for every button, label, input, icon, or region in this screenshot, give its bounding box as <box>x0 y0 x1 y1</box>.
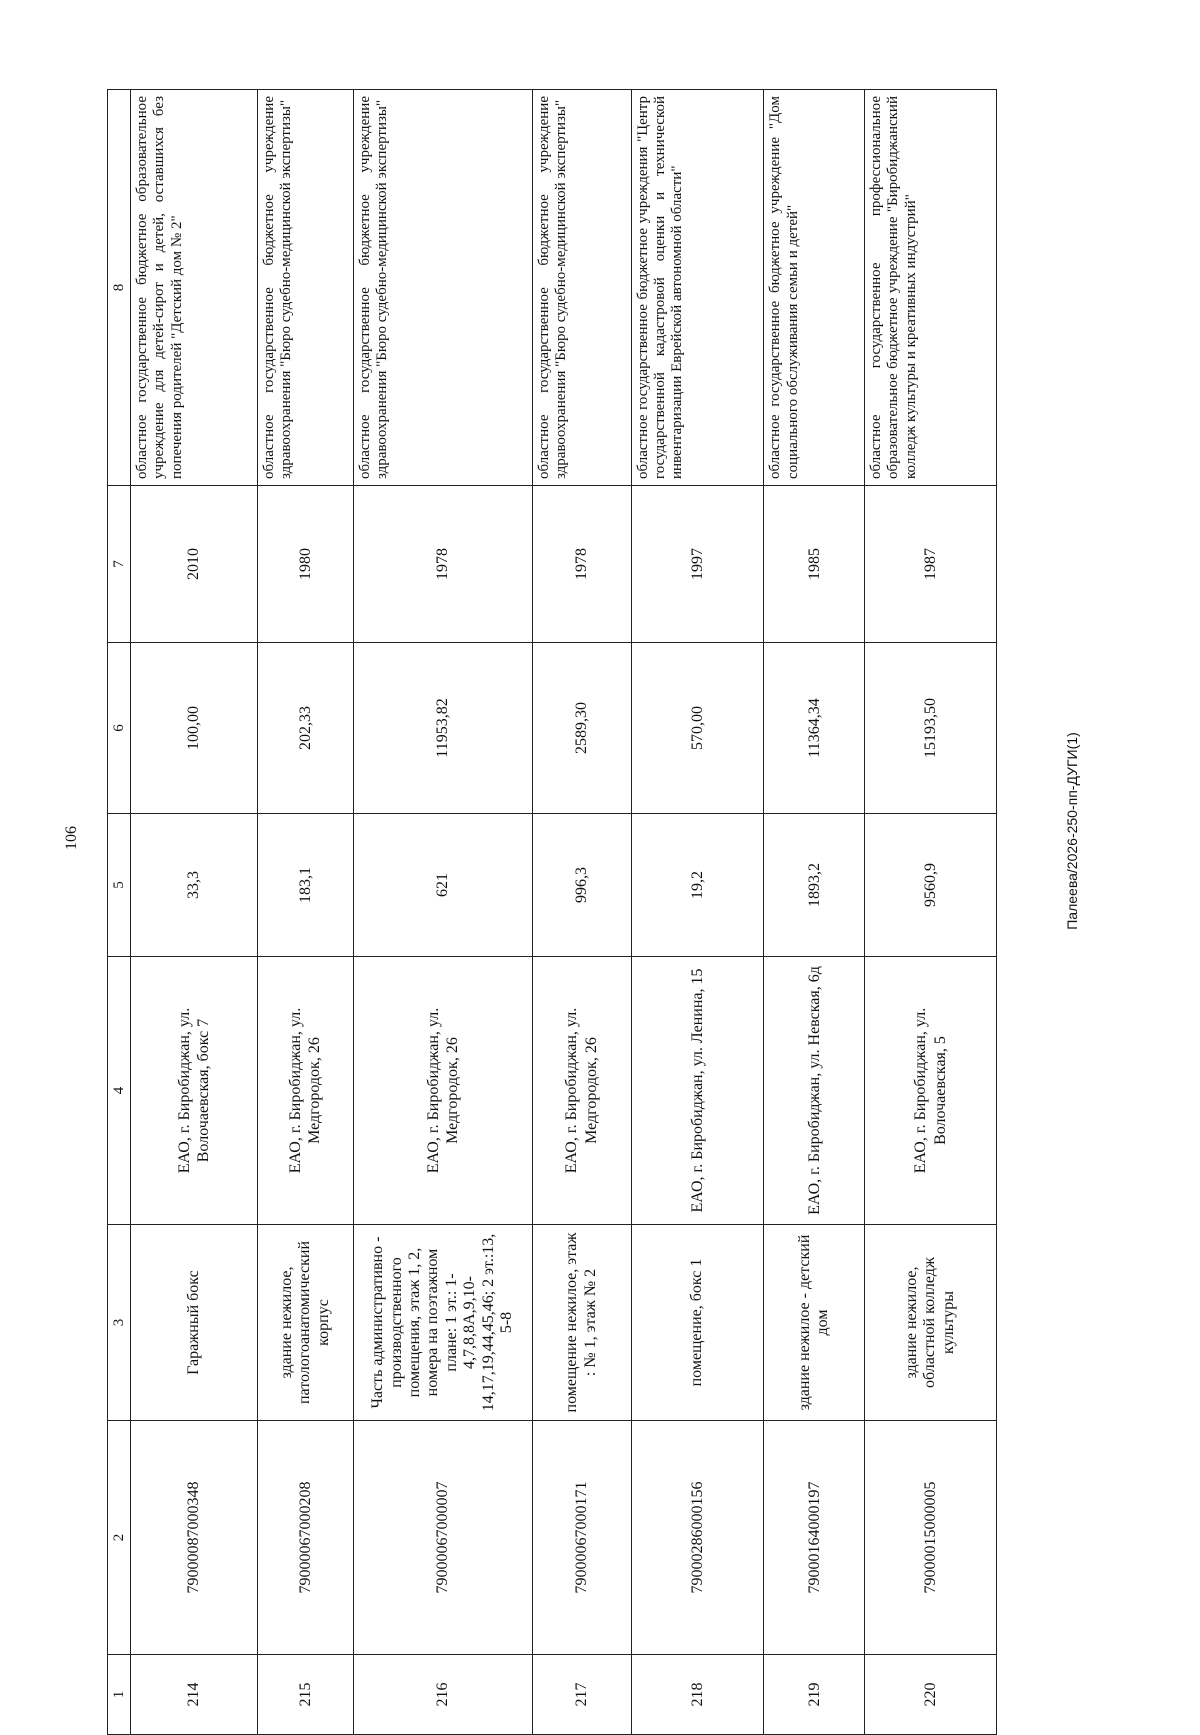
balance-value: 15193,50 <box>865 643 997 814</box>
object-name: помещение, бокс 1 <box>631 1225 764 1421</box>
holder-organization: областное государственное бюджетное учреждение здравоохранения "Бюро судебно-медицинской экспертизы" <box>258 90 354 486</box>
object-area: 183,1 <box>258 814 354 957</box>
balance-value: 2589,30 <box>532 643 631 814</box>
holder-organization: областное государственное бюджетное учреждение здравоохранения "Бюро судебно-медицинской экспертизы" <box>532 90 631 486</box>
cadastral-number: 79000067000208 <box>258 1421 354 1655</box>
registry-table-container <box>107 90 997 1735</box>
table-row <box>865 90 997 1735</box>
holder-organization: областное государственное бюджетное учреждение здравоохранения "Бюро судебно-медицинской экспертизы" <box>353 90 532 486</box>
balance-value: 11364,34 <box>764 643 865 814</box>
column-number: 4 <box>108 957 131 1225</box>
object-address: ЕАО, г. Биробиджан, ул. Медгородок, 26 <box>258 957 354 1225</box>
balance-value: 100,00 <box>131 643 258 814</box>
object-address: ЕАО, г. Биробиджан, ул. Волочаевская, бокс 7 <box>131 957 258 1225</box>
row-number: 215 <box>258 1655 354 1735</box>
cadastral-number: 79000286000156 <box>631 1421 764 1655</box>
row-number: 217 <box>532 1655 631 1735</box>
property-registry-table <box>107 89 997 1735</box>
row-number: 218 <box>631 1655 764 1735</box>
page-number: 106 <box>63 826 80 850</box>
object-address: ЕАО, г. Биробиджан, ул. Невская, 6д <box>764 957 865 1225</box>
balance-value: 11953,82 <box>353 643 532 814</box>
row-number: 214 <box>131 1655 258 1735</box>
holder-organization: областное государственное бюджетное учреждение "Дом социального обслуживания семьи и детей" <box>764 90 865 486</box>
column-number: 7 <box>108 486 131 643</box>
balance-value: 570,00 <box>631 643 764 814</box>
object-name: здание нежилое - детский дом <box>764 1225 865 1421</box>
cadastral-number: 79000164000197 <box>764 1421 865 1655</box>
column-number: 2 <box>108 1421 131 1655</box>
year: 1978 <box>353 486 532 643</box>
object-area: 1893,2 <box>764 814 865 957</box>
column-number: 3 <box>108 1225 131 1421</box>
column-number: 8 <box>108 90 131 486</box>
cadastral-number: 79000067000007 <box>353 1421 532 1655</box>
document-footer-code: Палеева/2026-250-пп-ДУГИ(1) <box>1064 732 1080 930</box>
object-area: 621 <box>353 814 532 957</box>
row-number: 220 <box>865 1655 997 1735</box>
object-address: ЕАО, г. Биробиджан, ул. Медгородок, 26 <box>353 957 532 1225</box>
object-address: ЕАО, г. Биробиджан, ул. Волочаевская, 5 <box>865 957 997 1225</box>
column-number: 1 <box>108 1655 131 1735</box>
cadastral-number: 79000015000005 <box>865 1421 997 1655</box>
object-area: 19,2 <box>631 814 764 957</box>
column-number: 6 <box>108 643 131 814</box>
object-address: ЕАО, г. Биробиджан, ул. Медгородок, 26 <box>532 957 631 1225</box>
balance-value: 202,33 <box>258 643 354 814</box>
object-name: здание нежилое, областной колледж культуры <box>865 1225 997 1421</box>
cadastral-number: 79000067000171 <box>532 1421 631 1655</box>
object-name: Гаражный бокс <box>131 1225 258 1421</box>
object-name: здание нежилое, патологоанатомический корпус <box>258 1225 354 1421</box>
holder-organization: областное государственное бюджетное образовательное учреждение для детей-сирот и детей, оставшихся без попечения родителей "Детский дом № 2" <box>131 90 258 486</box>
object-address: ЕАО, г. Биробиджан, ул. Ленина, 15 <box>631 957 764 1225</box>
year: 1987 <box>865 486 997 643</box>
table-row <box>131 90 258 1735</box>
column-number-row <box>108 90 131 1735</box>
column-number: 5 <box>108 814 131 957</box>
table-row <box>764 90 865 1735</box>
object-name: Часть административно - производственного помещения, этаж 1, 2, номера на поэтажном плане: 1 эт.: 1-4,7,8,8А,9,10-14,17,19,44,45,46; 2 эт.:13, 5-8 <box>353 1225 532 1421</box>
table-row <box>532 90 631 1735</box>
table-row <box>258 90 354 1735</box>
row-number: 219 <box>764 1655 865 1735</box>
holder-organization: областное государственное профессиональное образовательное бюджетное учреждение "Биробиджанский колледж культуры и креативных индустрий" <box>865 90 997 486</box>
object-area: 9560,9 <box>865 814 997 957</box>
table-row <box>353 90 532 1735</box>
holder-organization: областное государственное бюджетное учреждения "Центр государственной кадастровой оценки и технической инвентаризации Еврейской автономной области" <box>631 90 764 486</box>
cadastral-number: 79000087000348 <box>131 1421 258 1655</box>
row-number: 216 <box>353 1655 532 1735</box>
object-area: 996,3 <box>532 814 631 957</box>
year: 1985 <box>764 486 865 643</box>
year: 1978 <box>532 486 631 643</box>
year: 1997 <box>631 486 764 643</box>
object-name: помещение нежилое, этаж : № 1, этаж № 2 <box>532 1225 631 1421</box>
table-row <box>631 90 764 1735</box>
year: 1980 <box>258 486 354 643</box>
object-area: 33,3 <box>131 814 258 957</box>
year: 2010 <box>131 486 258 643</box>
